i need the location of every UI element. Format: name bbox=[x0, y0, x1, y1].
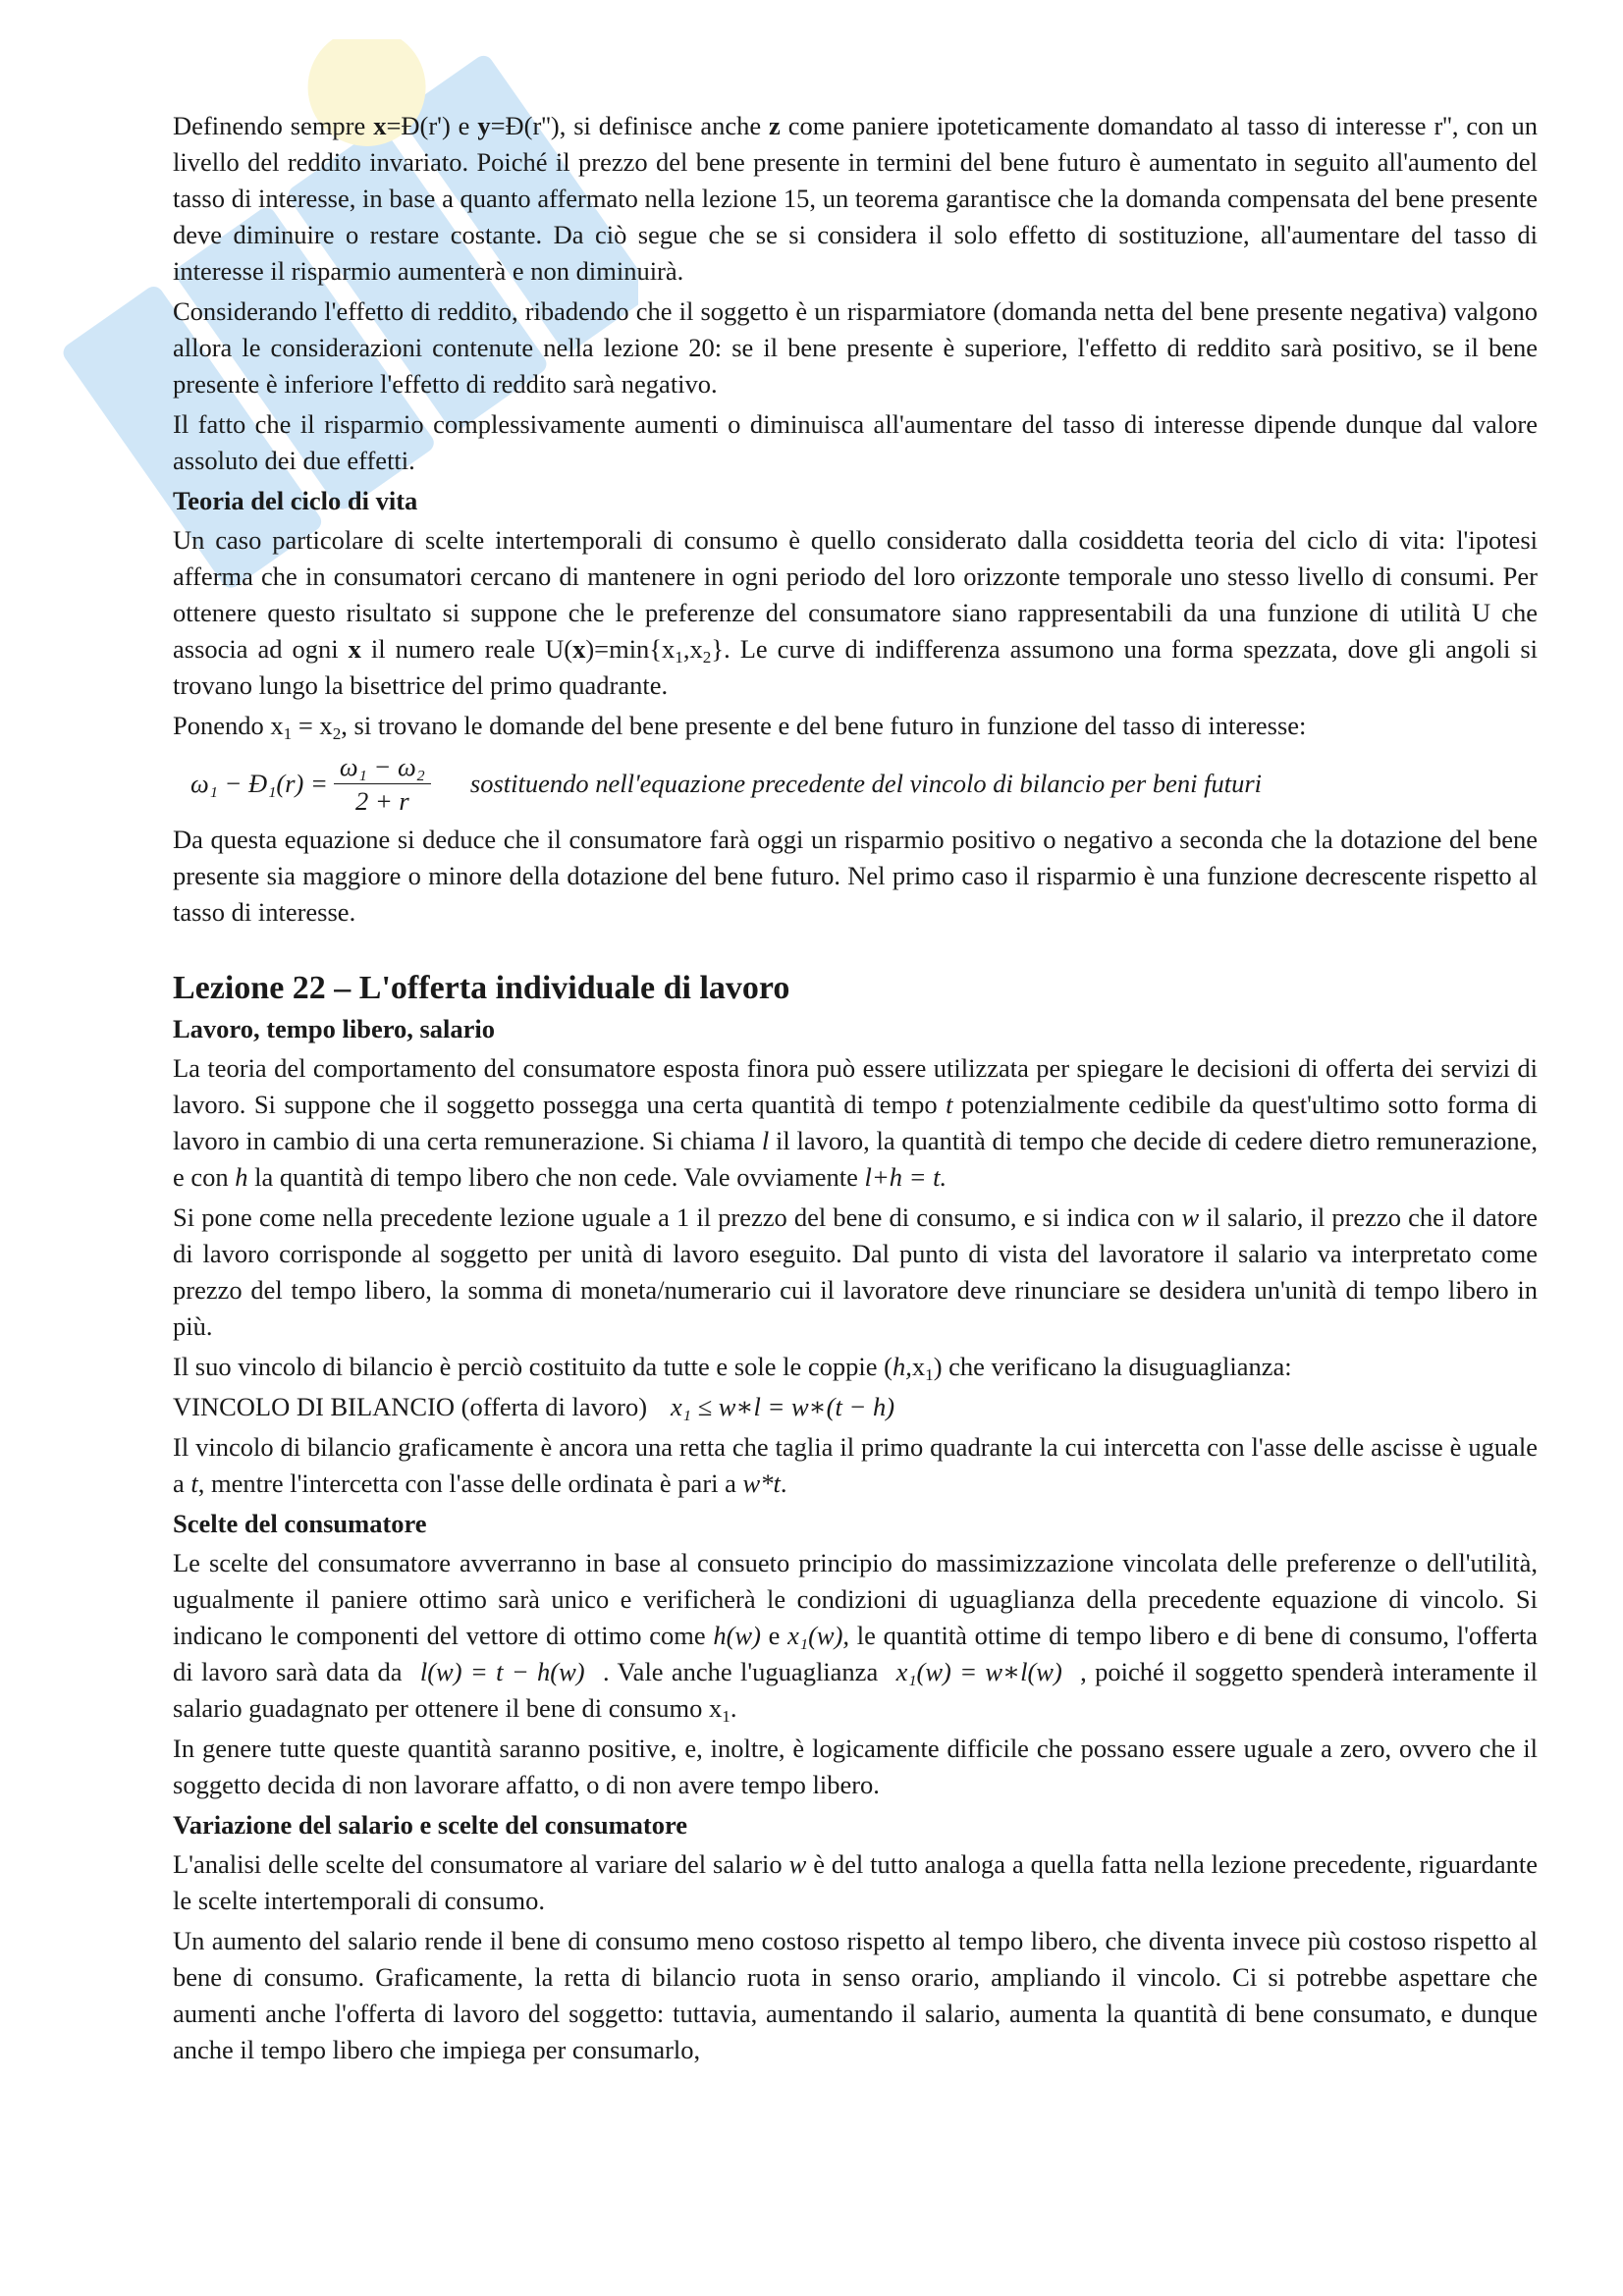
equation-numerator: ω₁ − ω₂ bbox=[334, 750, 431, 784]
paragraph-vincolo-intro: Il suo vincolo di bilancio è perciò costituito da tutte e sole le coppie $(h,x_1)$ che verificano la disuguaglianza: bbox=[173, 1352, 1292, 1385]
heading-ciclo-di-vita: Teoria del ciclo di vita bbox=[173, 486, 418, 515]
paragraph-quantita-positive: In genere tutte queste quantità saranno positive, e, inoltre, è logicamente difficile che possano essere uguale a zero, ovvero che il soggetto decida di non lavorare affatto, o di non avere tempo libero. bbox=[173, 1734, 1538, 1799]
document-body bbox=[173, 108, 1538, 2072]
paragraph-ponendo: Ponendo $x_1 = x_2$, si trovano le domande del bene presente e del bene futuro in funzione del tasso di interesse: bbox=[173, 711, 1307, 744]
formula-vincolo-bilancio: VINCOLO DI BILANCIO (offerta di lavoro) x₁ ≤ w∗l = w∗(t − h) bbox=[173, 1392, 895, 1421]
equation-ciclo-vita bbox=[173, 750, 1538, 818]
paragraph-ciclo-di-vita: Un caso particolare di scelte intertemporali di consumo è quello considerato dalla cosiddetta teoria del ciclo di vita: l'ipotesi afferma che in consumatori cercano di mantenere in ogni periodo del loro orizzonte temporale uno stesso livello di consumi. Per ottenere questo risultato si suppone che le preferenze del consumatore siano rappresentabili da una funzione di utilità U che associa ad ogni x il numero reale $U(x)=\min\{x_1,x_2\}$. Le curve di indifferenza assumono una forma spezzata, dove gli angoli si trovano lungo la bisettrice del primo quadrante. bbox=[173, 525, 1538, 700]
paragraph-prezzo-salario: Si pone come nella precedente lezione uguale a 1 il prezzo del bene di consumo, e si indica con w il salario, il prezzo che il datore di lavoro corrisponde al soggetto per unità di lavoro eseguito. Dal punto di vista del lavoratore il salario va interpretato come prezzo del tempo libero, la somma di moneta/numerario cui il lavoratore deve rinunciare se desidera un'unità di tempo libero in più. bbox=[173, 1202, 1538, 1341]
equation-fraction bbox=[334, 750, 431, 818]
paragraph-teoria-comportamento: La teoria del comportamento del consumatore esposta finora può essere utilizzata per spiegare le decisioni di offerta dei servizi di lavoro. Si suppone che il soggetto possegga una certa quantità di tempo t potenzialmente cedibile da quest'ultimo sotto forma di lavoro in cambio di una certa remunerazione. Si chiama l il lavoro, la quantità di tempo che decide di cedere dietro remunerazione, e con h la quantità di tempo libero che non cede. Vale ovviamente l+h = t. bbox=[173, 1053, 1538, 1192]
equation-denominator: 2 + r bbox=[355, 786, 409, 816]
paragraph-vincolo-grafico: Il vincolo di bilancio graficamente è ancora una retta che taglia il primo quadrante la cui intercetta con l'asse delle ascisse è uguale a t, mentre l'intercetta con l'asse delle ordinata è pari a w*t. bbox=[173, 1432, 1538, 1498]
paragraph-aumento-salario: Un aumento del salario rende il bene di consumo meno costoso rispetto al tempo libero, che diventa invece più costoso rispetto al bene di consumo. Graficamente, la retta di bilancio ruota in senso orario, ampliando il vincolo. Ci si potrebbe aspettare che aumenti anche l'offerta di lavoro del soggetto: tuttavia, aumentando il salario, aumenta la quantità di bene consumato, e dunque anche il tempo libero che impiega per consumarlo, bbox=[173, 1926, 1538, 2064]
paragraph-effetto-reddito: Considerando l'effetto di reddito, ribadendo che il soggetto è un risparmiatore (domanda netta del bene presente negativa) valgono allora le considerazioni contenute nella lezione 20: se il bene presente è superiore, l'effetto di reddito sarà positivo, se il bene presente è inferiore l'effetto di reddito sarà negativo. bbox=[173, 296, 1538, 399]
heading-scelte-consumatore: Scelte del consumatore bbox=[173, 1509, 427, 1538]
heading-variazione-salario: Variazione del salario e scelte del consumatore bbox=[173, 1810, 688, 1840]
heading-lavoro-tempo-salario: Lavoro, tempo libero, salario bbox=[173, 1014, 496, 1043]
paragraph-definizione: Definendo sempre x=Ð(r') e y=Ð(r''), si definisce anche z come paniere ipoteticamente domandato al tasso di interesse r'', con un livello del reddito invariato. Poiché il prezzo del bene presente in termini del bene futuro è aumentato in seguito all'aumento del tasso di interesse, in base a quanto affermato nella lezione 15, un teorema garantisce che la domanda compensata del bene presente deve diminuire o restare costante. Da ciò segue che se si considera il solo effetto di sostituzione, all'aumentare del tasso di interesse il risparmio aumenterà e non diminuirà. bbox=[173, 111, 1539, 286]
paragraph-deduzione: Da questa equazione si deduce che il consumatore farà oggi un risparmio positivo o negativo a seconda che la dotazione del bene presente sia maggiore o minore della dotazione del bene futuro. Nel primo caso il risparmio è una funzione decrescente rispetto al tasso di interesse. bbox=[173, 825, 1538, 927]
equation-note: sostituendo nell'equazione precedente del vincolo di bilancio per beni futuri bbox=[469, 769, 1263, 798]
heading-lezione-22: Lezione 22 – L'offerta individuale di lavoro bbox=[173, 970, 790, 1006]
paragraph-scelte-consumatore: Le scelte del consumatore avverranno in base al consueto principio do massimizzazione vincolata delle preferenze o dell'utilità, ugualmente il paniere ottimo sarà unico e verificherà le condizioni di uguaglianza della precedente equazione di vincolo. Si indicano le componenti del vettore di ottimo come h(w) e x₁(w), le quantità ottime di tempo libero e di bene di consumo, l'offerta di lavoro sarà data da l(w) = t − h(w) . Vale anche l'uguaglianza x₁(w) = w∗l(w) , poiché il soggetto spenderà interamente il salario guadagnato per ottenere il bene di consumo $x_1$. bbox=[173, 1548, 1539, 1727]
paragraph-analisi-salario: L'analisi delle scelte del consumatore al variare del salario w è del tutto analoga a quella fatta nella lezione precedente, riguardante le scelte intertemporali di consumo. bbox=[173, 1849, 1539, 1915]
equation-lhs: ω₁ − Ð₁(r) = bbox=[190, 769, 328, 798]
paragraph-risparmio-complessivo: Il fatto che il risparmio complessivamente aumenti o diminuisca all'aumentare del tasso di interesse dipende dunque dal valore assoluto dei due effetti. bbox=[173, 409, 1538, 475]
